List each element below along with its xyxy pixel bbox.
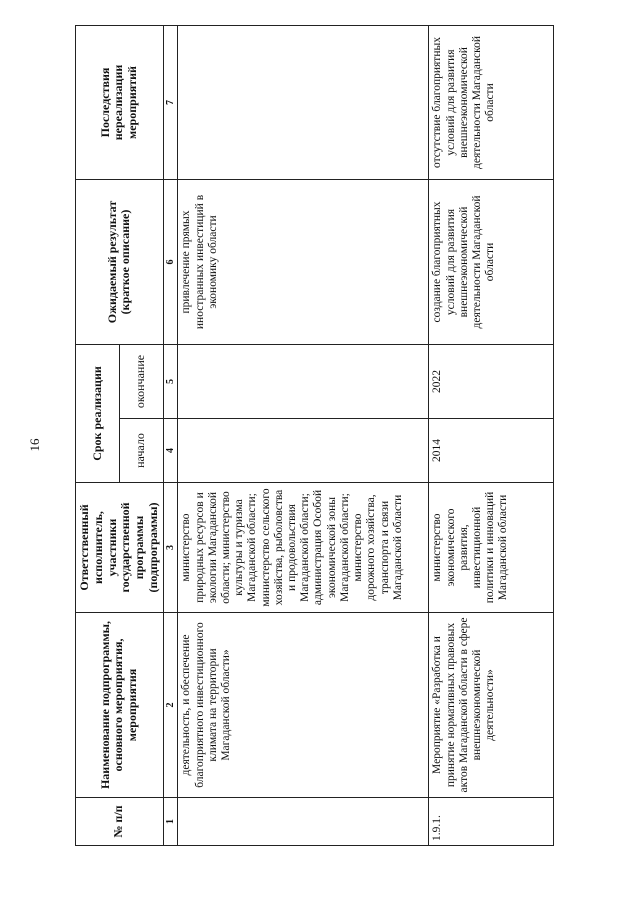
header-period: Срок реализации bbox=[76, 344, 120, 482]
header-no: № п/п bbox=[76, 798, 164, 846]
row-consequences bbox=[178, 25, 429, 179]
column-number-row bbox=[163, 25, 178, 845]
header-name: Наименование подпрограммы, основного мероприятия, мероприятия bbox=[76, 613, 164, 798]
row-end bbox=[178, 344, 429, 418]
column-number: 1 bbox=[163, 798, 178, 846]
row-start bbox=[178, 419, 429, 483]
column-number: 3 bbox=[163, 483, 178, 613]
row-result: создание благоприятных условий для развития внешнеэкономической деятельности Магаданской области bbox=[429, 179, 554, 344]
row-no bbox=[178, 798, 429, 846]
header-start: начало bbox=[119, 419, 163, 483]
row-start: 2014 bbox=[429, 419, 554, 483]
header-consequences: Последствия нереализации мероприятий bbox=[76, 25, 164, 179]
row-end: 2022 bbox=[429, 344, 554, 418]
row-executor: министерство природных ресурсов и экологии Магаданской области; министерство культуры и туризма Магаданской области; министерство сельского хозяйства, рыболовства и продовольствия Магаданской области; администрация Особой экономической зоны Магаданской области; министерство дорожного хозяйства, транспорта и связи Магаданской области bbox=[178, 483, 429, 613]
table-row bbox=[178, 25, 429, 845]
header-executor: Ответственный исполнитель, участники государственной программы (подпрограммы) bbox=[76, 483, 164, 613]
header-result: Ожидаемый результат (краткое описание) bbox=[76, 179, 164, 344]
column-number: 7 bbox=[163, 25, 178, 179]
column-number: 5 bbox=[163, 344, 178, 418]
row-consequences: отсутствие благоприятных условий для развития внешнеэкономической деятельности Магаданской области bbox=[429, 25, 554, 179]
row-name: Мероприятие «Разработка и принятие нормативных правовых актов Магаданской области в сфере внешнеэкономической деятельности» bbox=[429, 613, 554, 798]
header-end: окончание bbox=[119, 344, 163, 418]
row-name: деятельность, и обеспечение благоприятного инвестиционного климата на территории Магаданской области» bbox=[178, 613, 429, 798]
column-number: 2 bbox=[163, 613, 178, 798]
table-row bbox=[429, 25, 554, 845]
row-executor: министерство экономического развития, инвестиционной политики и инноваций Магаданской области bbox=[429, 483, 554, 613]
header-row bbox=[76, 25, 120, 845]
page-number: 16 bbox=[27, 438, 42, 452]
rotated-page-content bbox=[75, 26, 535, 846]
row-no: 1.9.1. bbox=[429, 798, 554, 846]
column-number: 4 bbox=[163, 419, 178, 483]
column-number: 6 bbox=[163, 179, 178, 344]
events-table bbox=[75, 25, 554, 846]
row-result: привлечение прямых иностранных инвестиций в экономику области bbox=[178, 179, 429, 344]
